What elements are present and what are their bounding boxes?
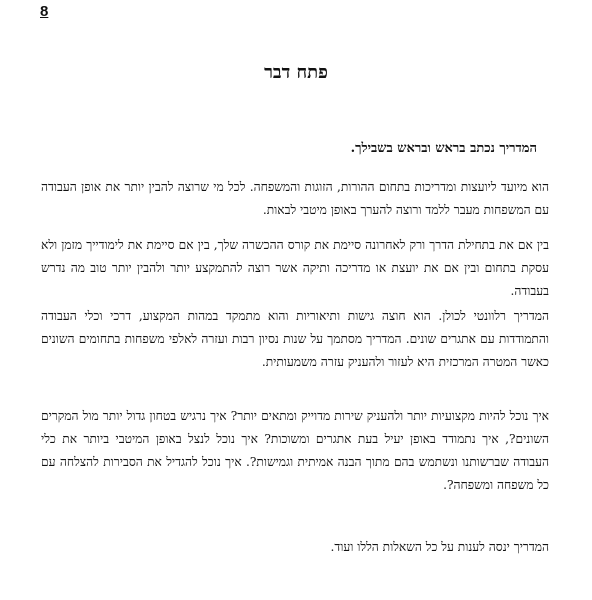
paragraph-4-block [41, 405, 549, 497]
paragraph-4: איך נוכל להיות מקצועיות יותר ולהעניק שירות מדוייק ומתאים יותר? איך נרגיש בטחון גדול יותר מול המקרים השונים?, איך נתמודד באופן יעיל בעת אתגרים ומשוכות? איך נוכל לנצל באופן המיטבי ביותר את כלי העבודה שברשותנו ונשתמש בהם מתוך הבנה אמיתית וגמישות?. איך נוכל להגדיל את הסבירות להצלחה עם כל משפחה ומשפחה?. [41, 409, 549, 492]
page-title: פתח דבר [264, 62, 328, 83]
paragraph-2: בין אם את בתחילת הדרך ורק לאחרונה סיימת את קורס ההכשרה שלך, בין אם סיימת את לימודייך מזמן ולא עסקת בתחום ובין אם את יועצת או מדריכה ותיקה אשר רוצה להתמקצע יותר ולהבין יותר טוב מה נדרש בעבודה. [41, 238, 549, 298]
lead-sentence: המדריך נכתב בראש ובראש בשבילך. [350, 141, 537, 156]
paragraph-1-block [41, 176, 549, 222]
paragraph-5-block [41, 536, 549, 559]
paragraph-3-block [41, 305, 549, 374]
paragraph-5: המדריך ינסה לענות על כל השאלות הללו ועוד. [330, 540, 549, 554]
page-number: 8 [40, 3, 49, 20]
paragraph-1: הוא מיועד ליועצות ומדריכות בתחום ההורות, הזוגות והמשפחה. לכל מי שרוצה להבין יותר את אופן העבודה עם המשפחות מעבר ללמד ורוצה להערך באופן מיטבי לבאות. [41, 180, 549, 217]
paragraph-2-block [41, 234, 549, 303]
paragraph-3: המדריך רלוונטי לכולן. הוא חוצה גישות ותיאוריות והוא מתמקד במהות המקצוע, דרכי וכלי העבודה והתמודדות עם אתגרים שונים. המדריך מסתמך על שנות נסיון רבות ועזרה לאלפי משפחות בתחומים השונים כאשר המטרה המרכזית היא לעזור ולהעניק עזרה משמעותית. [41, 309, 549, 369]
